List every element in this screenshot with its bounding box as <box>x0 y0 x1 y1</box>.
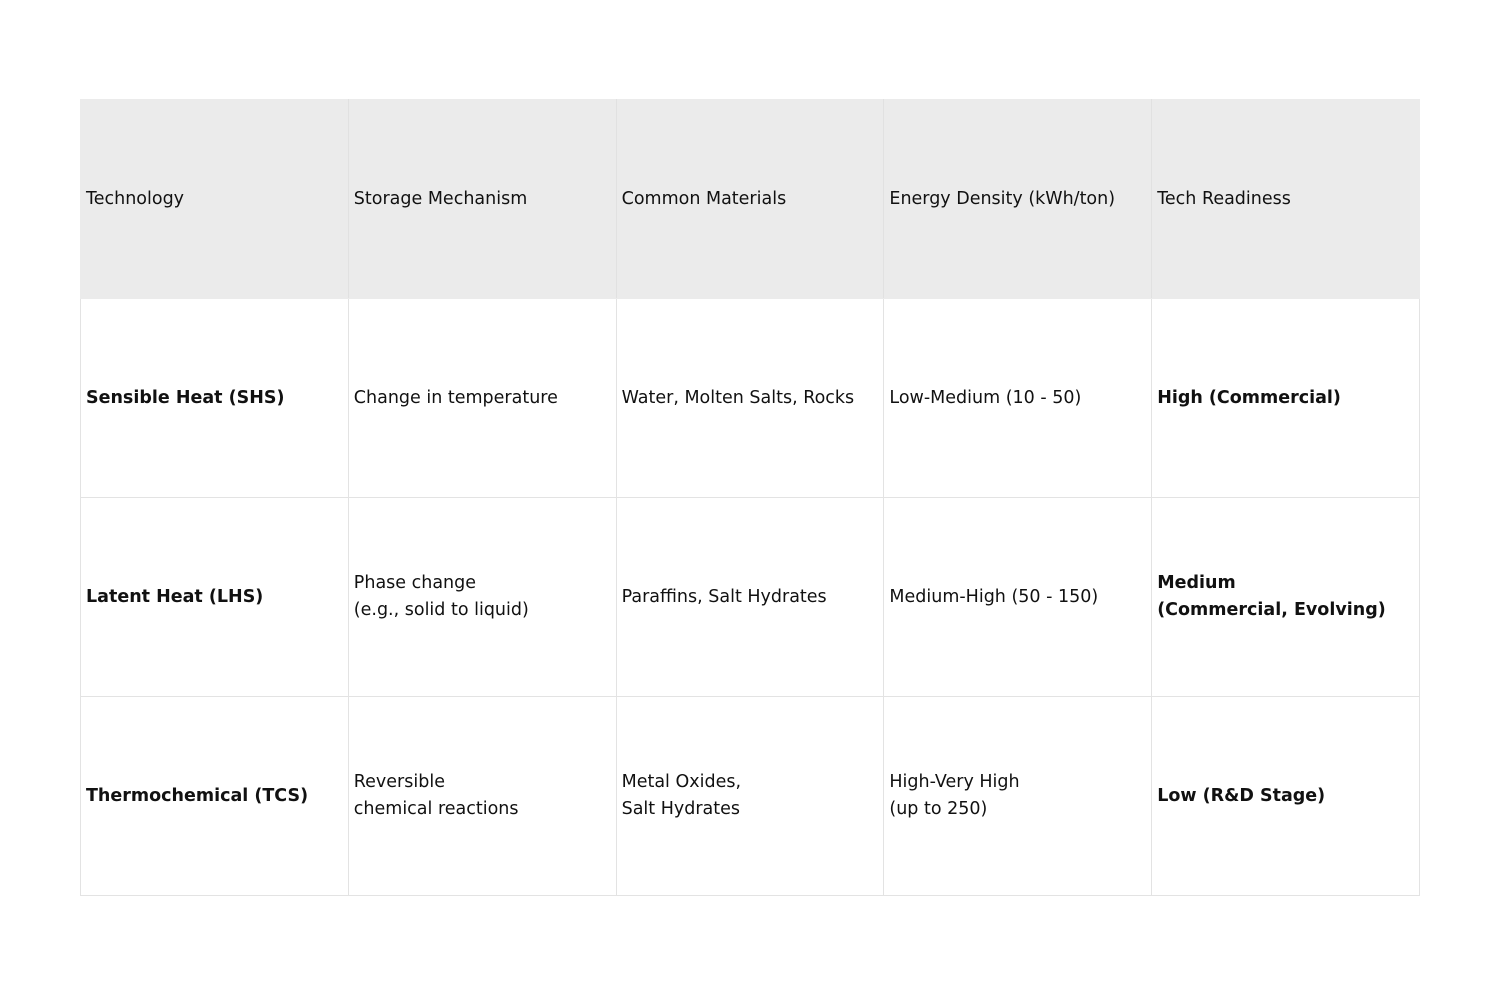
thermal-storage-comparison-table <box>80 99 1420 896</box>
cell-storage-mechanism: Reversible chemical reactions <box>348 697 616 896</box>
cell-common-materials: Paraffins, Salt Hydrates <box>616 498 884 697</box>
header-technology: Technology <box>81 100 349 299</box>
header-energy-density: Energy Density (kWh/ton) <box>884 100 1152 299</box>
header-common-materials: Common Materials <box>616 100 884 299</box>
cell-tech-readiness: Low (R&D Stage) <box>1152 697 1420 896</box>
cell-energy-density: Medium-High (50 - 150) <box>884 498 1152 697</box>
table-row <box>81 498 1420 697</box>
cell-storage-mechanism: Change in temperature <box>348 299 616 498</box>
cell-storage-mechanism: Phase change (e.g., solid to liquid) <box>348 498 616 697</box>
cell-tech-readiness: High (Commercial) <box>1152 299 1420 498</box>
cell-tech-readiness: Medium (Commercial, Evolving) <box>1152 498 1420 697</box>
cell-technology: Thermochemical (TCS) <box>81 697 349 896</box>
cell-common-materials: Water, Molten Salts, Rocks <box>616 299 884 498</box>
cell-technology: Sensible Heat (SHS) <box>81 299 349 498</box>
header-row <box>81 100 1420 299</box>
header-storage-mechanism: Storage Mechanism <box>348 100 616 299</box>
cell-energy-density: High-Very High (up to 250) <box>884 697 1152 896</box>
header-tech-readiness: Tech Readiness <box>1152 100 1420 299</box>
table-row <box>81 299 1420 498</box>
cell-technology: Latent Heat (LHS) <box>81 498 349 697</box>
cell-energy-density: Low-Medium (10 - 50) <box>884 299 1152 498</box>
table-header <box>81 100 1420 299</box>
cell-common-materials: Metal Oxides, Salt Hydrates <box>616 697 884 896</box>
table-body <box>81 299 1420 896</box>
table-row <box>81 697 1420 896</box>
